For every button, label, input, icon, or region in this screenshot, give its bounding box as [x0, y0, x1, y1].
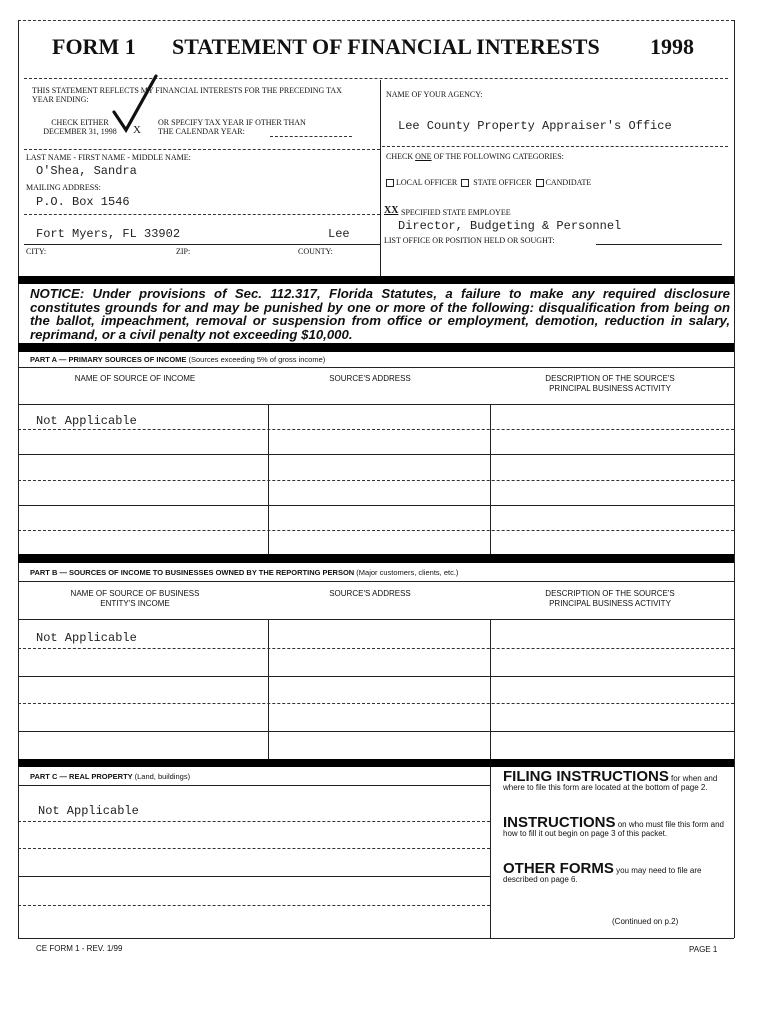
mailing-address-label: MAILING ADDRESS:	[26, 183, 101, 192]
specified-employee-label: SPECIFIED STATE EMPLOYEE	[401, 208, 511, 217]
filing-instructions-note: FILING INSTRUCTIONS for when and where to file this form are located at the bottom of page 2.	[503, 768, 718, 792]
county-label: COUNTY:	[298, 247, 333, 256]
part-b-col-name: NAME OF SOURCE OF BUSINESS ENTITY'S INCOME	[70, 589, 200, 608]
top-vertical-divider	[380, 80, 381, 276]
part-b-bar	[18, 554, 734, 563]
page-number: PAGE 1	[689, 945, 718, 954]
form-title: STATEMENT OF FINANCIAL INTERESTS	[172, 34, 600, 59]
part-a-col-description: DESCRIPTION OF THE SOURCE'S PRINCIPAL BUSINESS ACTIVITY	[545, 374, 675, 393]
notice-bottom-bar	[18, 343, 734, 352]
part-a-row	[18, 480, 734, 481]
local-officer-label: LOCAL OFFICER	[396, 178, 458, 187]
agency-field[interactable]: Lee County Property Appraiser's Office	[398, 119, 672, 133]
part-c-row	[18, 821, 490, 822]
part-a-title: PART A — PRIMARY SOURCES OF INCOME (Sources exceeding 5% of gross income)	[30, 355, 326, 364]
mailing-address-field[interactable]: P.O. Box 1546	[36, 195, 130, 209]
part-a-col-name: NAME OF SOURCE OF INCOME	[74, 374, 196, 383]
instructions-note: INSTRUCTIONS on who must file this form and how to fill it out begin on page 3 of this packet.	[503, 814, 724, 838]
form-revision: CE FORM 1 - REV. 1/99	[36, 944, 123, 953]
part-c-instructions-divider	[490, 767, 491, 938]
part-b-row	[18, 648, 734, 649]
state-officer-checkbox[interactable]	[461, 179, 469, 187]
tax-year-label: THIS STATEMENT REFLECTS MY FINANCIAL INTERESTS FOR THE PRECEDING TAX YEAR ENDING:	[32, 86, 342, 104]
candidate-checkbox[interactable]	[536, 179, 544, 187]
row-divider	[24, 149, 380, 150]
check-december-label: CHECK EITHER DECEMBER 31, 1998	[43, 118, 117, 136]
part-b-header-line	[18, 619, 734, 620]
city-line	[24, 244, 380, 245]
part-b-title: PART B — SOURCES OF INCOME TO BUSINESSES OWNED BY THE REPORTING PERSON (Major customers, clients, etc.)	[30, 568, 459, 577]
position-line	[596, 244, 722, 245]
local-officer-checkbox[interactable]	[386, 179, 394, 187]
part-c-bar	[18, 759, 734, 767]
part-c-row	[18, 876, 490, 877]
part-b-name-cell[interactable]: Not Applicable	[36, 631, 137, 645]
form-bottom-border	[18, 938, 734, 939]
part-b-row	[18, 676, 734, 677]
part-c-row	[18, 905, 490, 906]
part-c-title-line	[18, 785, 490, 786]
part-c-row	[18, 848, 490, 849]
part-b-row	[18, 731, 734, 732]
part-a-row	[18, 530, 734, 531]
form-year: 1998	[650, 34, 694, 59]
part-a-col-divider-1	[268, 404, 269, 554]
specify-tax-year-line[interactable]	[270, 136, 352, 137]
check-one-label: CHECK ONE OF THE FOLLOWING CATEGORIES:	[386, 152, 564, 161]
continued-note: (Continued on p.2)	[612, 917, 679, 926]
city-label: CITY:	[26, 247, 47, 256]
other-forms-note: OTHER FORMS you may need to file are described on page 6.	[503, 860, 702, 884]
position-label: LIST OFFICE OR POSITION HELD OR SOUGHT:	[384, 236, 555, 245]
december-checkbox-mark[interactable]: X	[133, 124, 141, 136]
part-c-title: PART C — REAL PROPERTY (Land, buildings)	[30, 772, 191, 781]
position-field[interactable]: Director, Budgeting & Personnel	[398, 219, 622, 233]
notice-text: NOTICE: Under provisions of Sec. 112.317, Florida Statutes, a failure to make any required disclosure constitutes grounds for and may be punished by one or more of the following: disqualification from being on the ballot, impeachment, removal or suspension from office or employment, demotion, reduction in salary, reprimand, or a civil penalty not exceeding $10,000.	[30, 286, 730, 342]
part-b-col-address: SOURCE'S ADDRESS	[329, 589, 411, 598]
agency-label: NAME OF YOUR AGENCY:	[386, 90, 483, 99]
form-top-border	[18, 20, 734, 21]
part-a-row	[18, 505, 734, 506]
form-right-border	[734, 20, 735, 938]
notice-top-bar	[18, 276, 734, 284]
part-c-property-cell[interactable]: Not Applicable	[38, 804, 139, 818]
part-b-title-line	[18, 581, 734, 582]
part-b-row	[18, 703, 734, 704]
part-b-col-divider-2	[490, 619, 491, 759]
part-b-col-description: DESCRIPTION OF THE SOURCE'S PRINCIPAL BUSINESS ACTIVITY	[545, 589, 675, 608]
part-a-col-address: SOURCE'S ADDRESS	[329, 374, 411, 383]
agency-line	[382, 146, 728, 147]
address-line	[24, 214, 380, 215]
form-left-border	[18, 20, 19, 938]
category-options	[386, 178, 591, 187]
zip-label: ZIP:	[176, 247, 191, 256]
name-label: LAST NAME - FIRST NAME - MIDDLE NAME:	[26, 153, 191, 162]
part-a-row	[18, 454, 734, 455]
form-number: FORM 1	[52, 34, 136, 59]
county-field[interactable]: Lee	[328, 227, 350, 241]
part-a-row	[18, 429, 734, 430]
part-b-col-divider-1	[268, 619, 269, 759]
name-field[interactable]: O'Shea, Sandra	[36, 164, 137, 178]
part-a-name-cell[interactable]: Not Applicable	[36, 414, 137, 428]
part-a-header-line	[18, 404, 734, 405]
part-a-title-line	[18, 367, 734, 368]
state-officer-label: STATE OFFICER	[473, 178, 532, 187]
part-a-col-divider-2	[490, 404, 491, 554]
specified-employee-checkbox-mark[interactable]: XX	[384, 205, 399, 216]
specify-tax-year-label: OR SPECIFY TAX YEAR IF OTHER THAN THE CALENDAR YEAR:	[158, 118, 306, 136]
city-zip-field[interactable]: Fort Myers, FL 33902	[36, 227, 181, 241]
candidate-label: CANDIDATE	[545, 178, 592, 187]
